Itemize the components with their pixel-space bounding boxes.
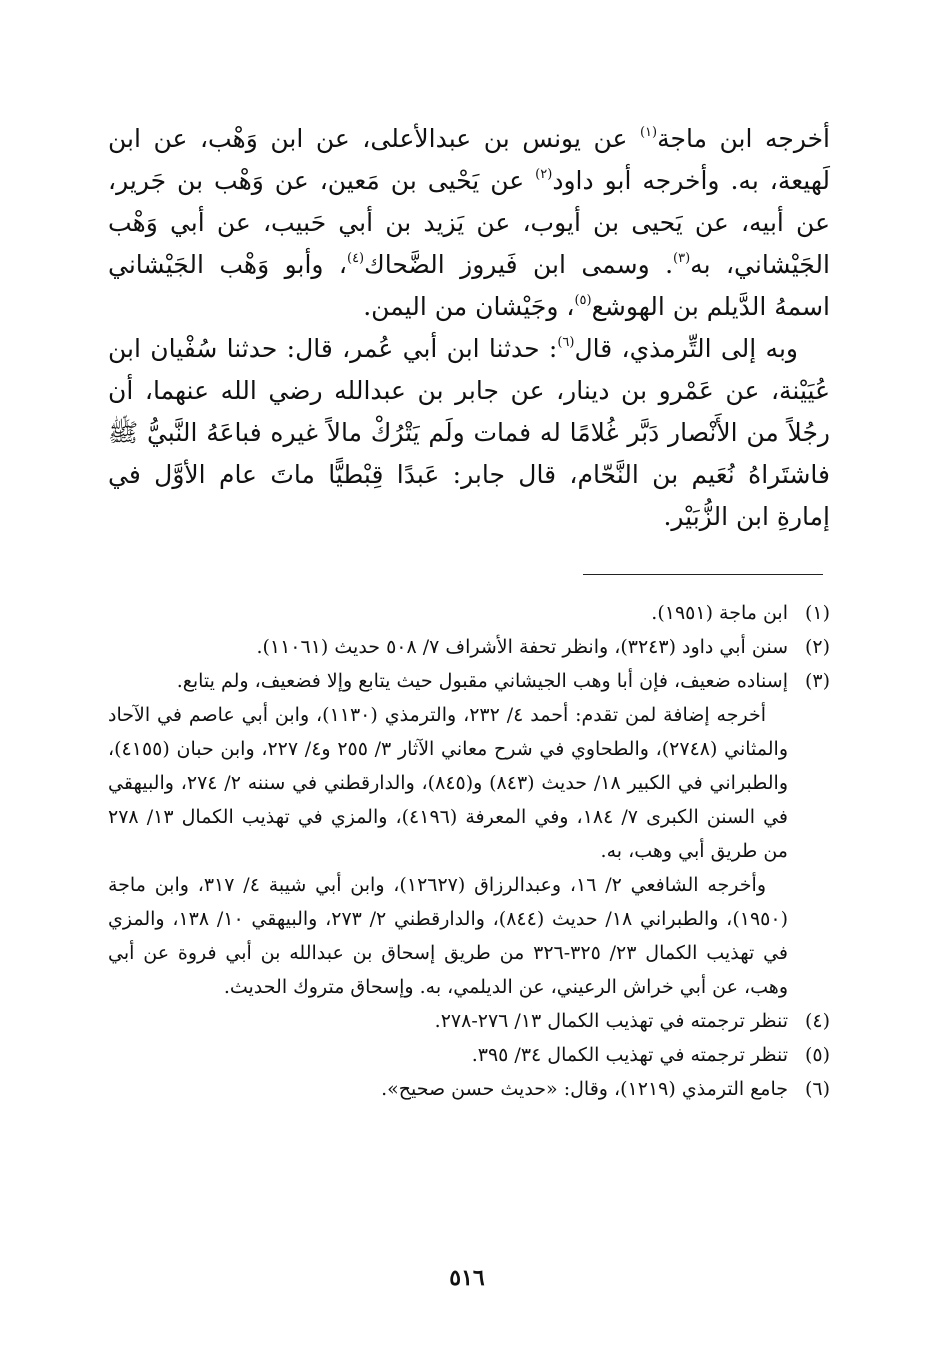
footnote-ref-3[interactable]: (٣) <box>673 250 691 266</box>
footnote-1 <box>108 596 830 630</box>
footnote-text: ابن ماجة (١٩٥١). <box>651 602 788 624</box>
footnote-text: إسناده ضعيف، فإن أبا وهب الجيشاني مقبول حيث يتابع وإلا فضعيف، ولم يتابع. <box>176 670 788 692</box>
footnote-number: (١) <box>804 602 830 624</box>
footnote-number: (٢) <box>804 636 830 658</box>
main-text <box>108 118 830 538</box>
main-paragraph-1 <box>108 118 830 328</box>
footnote-ref-6[interactable]: (٦) <box>557 334 575 350</box>
text-segment: . وسمى ابن فَيروز الضَّحاك <box>364 250 674 279</box>
footnote-text: تنظر ترجمته في تهذيب الكمال ٣٤/ ٣٩٥. <box>471 1044 788 1066</box>
footnote-3-continuation-1: أخرجه إضافة لمن تقدم: أحمد ٤/ ٢٣٢، والترمذي (١١٣٠)، وابن أبي عاصم في الآحاد والمثاني (٢٧٤٨)، والطحاوي في شرح معاني الآثار ٣/ ٢٥٥ و٤/ ٢٢٧، وابن حبان (٤١٥٥)، والطبراني في الكبير ١٨/ حديث (٨٤٣) و(٨٤٥)، والدارقطني في سننه ٢/ ٢٧٤، والبيهقي في السنن الكبرى ٧/ ١٨٤، وفي المعرفة (٤١٩٦)، والمزي في تهذيب الكمال ١٣/ ٢٧٨ من طريق أبي وهب، به. <box>108 704 789 862</box>
main-paragraph-2 <box>108 328 830 538</box>
footnote-4 <box>108 1004 830 1038</box>
footnote-number: (٣) <box>804 670 830 692</box>
footnote-ref-1[interactable]: (١) <box>639 124 658 140</box>
footnote-number: (٦) <box>804 1078 830 1100</box>
footnote-number: (٥) <box>804 1044 830 1066</box>
text-segment: ، وأبو وَهْب الجَيْشاني اسمهُ الدَّيلم بن الهوشع <box>108 250 830 321</box>
footnote-6 <box>108 1072 830 1106</box>
footnote-2 <box>108 630 830 664</box>
text-segment: أخرجه ابن ماجة <box>657 124 831 153</box>
text-segment: عن يونس بن عبدالأعلى، عن ابن وَهْب، عن ابن لَهيعة، به. وأخرجه أبو داود <box>108 124 830 195</box>
footnote-3 <box>108 664 830 698</box>
footnote-text: تنظر ترجمته في تهذيب الكمال ١٣/ ٢٧٦-٢٧٨. <box>434 1010 788 1032</box>
text-segment: وبه إلى التِّرمذي، قال <box>574 334 798 363</box>
footnote-ref-5[interactable]: (٥) <box>574 292 592 308</box>
footnote-text: جامع الترمذي (١٢١٩)، وقال: «حديث حسن صحيح». <box>381 1078 788 1100</box>
footnote-5 <box>108 1038 830 1072</box>
page-number: ٥١٦ <box>449 1265 485 1291</box>
footnote-number: (٤) <box>804 1010 830 1032</box>
footnote-text: سنن أبي داود (٣٢٤٣)، وانظر تحفة الأشراف ٧/ ٥٠٨ حديث (١١٠٦١). <box>256 636 788 658</box>
text-segment: عن يَحْيى بن مَعين، عن وَهْب بن جَرير، عن أبيه، عن يَحيى بن أيوب، عن يَزيد بن أبي حَبيب، عن أبي وَهْب الجَيْشاني، به <box>108 166 830 279</box>
footnote-ref-4[interactable]: (٤) <box>346 250 365 266</box>
footnotes <box>108 596 830 1106</box>
text-segment: : حدثنا ابن أبي عُمر، قال: حدثنا سُفْيان ابن عُيَيْنة، عن عَمْرو بن دينار، عن جابر بن عبدالله رضي الله عنهما، أن رجُلاً من الأَنْصار دَبَّر غُلامًا له فمات ولَم يَتْرُكْ مالاً غيره فباعَهُ النَّبيُّ ﷺ فاشتَراهُ نُعَيم بن النَّحّام، قال جابر: عَبدًا قِبْطيًّا ماتَ عام الأوَّل في إمارةِ ابن الزُّبَيْر. <box>108 334 830 531</box>
footnote-separator <box>583 574 823 575</box>
footnote-ref-2[interactable]: (٢) <box>535 166 553 182</box>
footnote-3-continuation-2: وأخرجه الشافعي ٢/ ١٦، وعبدالرزاق (١٢٦٢٧)، وابن أبي شيبة ٤/ ٣١٧، وابن ماجة (١٩٥٠)، والطبراني ١٨/ حديث (٨٤٤)، والدارقطني ٢/ ٢٧٣، والبيهقي ١٠/ ١٣٨، والمزي في تهذيب الكمال ٢٣/ ٣٢٥-٣٢٦ من طريق إسحاق بن عبدالله بن أبي فروة عن أبي وهب، عن أبي خراش الرعيني، عن الديلمي، به. وإسحاق متروك الحديث. <box>108 874 788 998</box>
text-segment: ، وجَيْشان من اليمن. <box>363 292 575 321</box>
